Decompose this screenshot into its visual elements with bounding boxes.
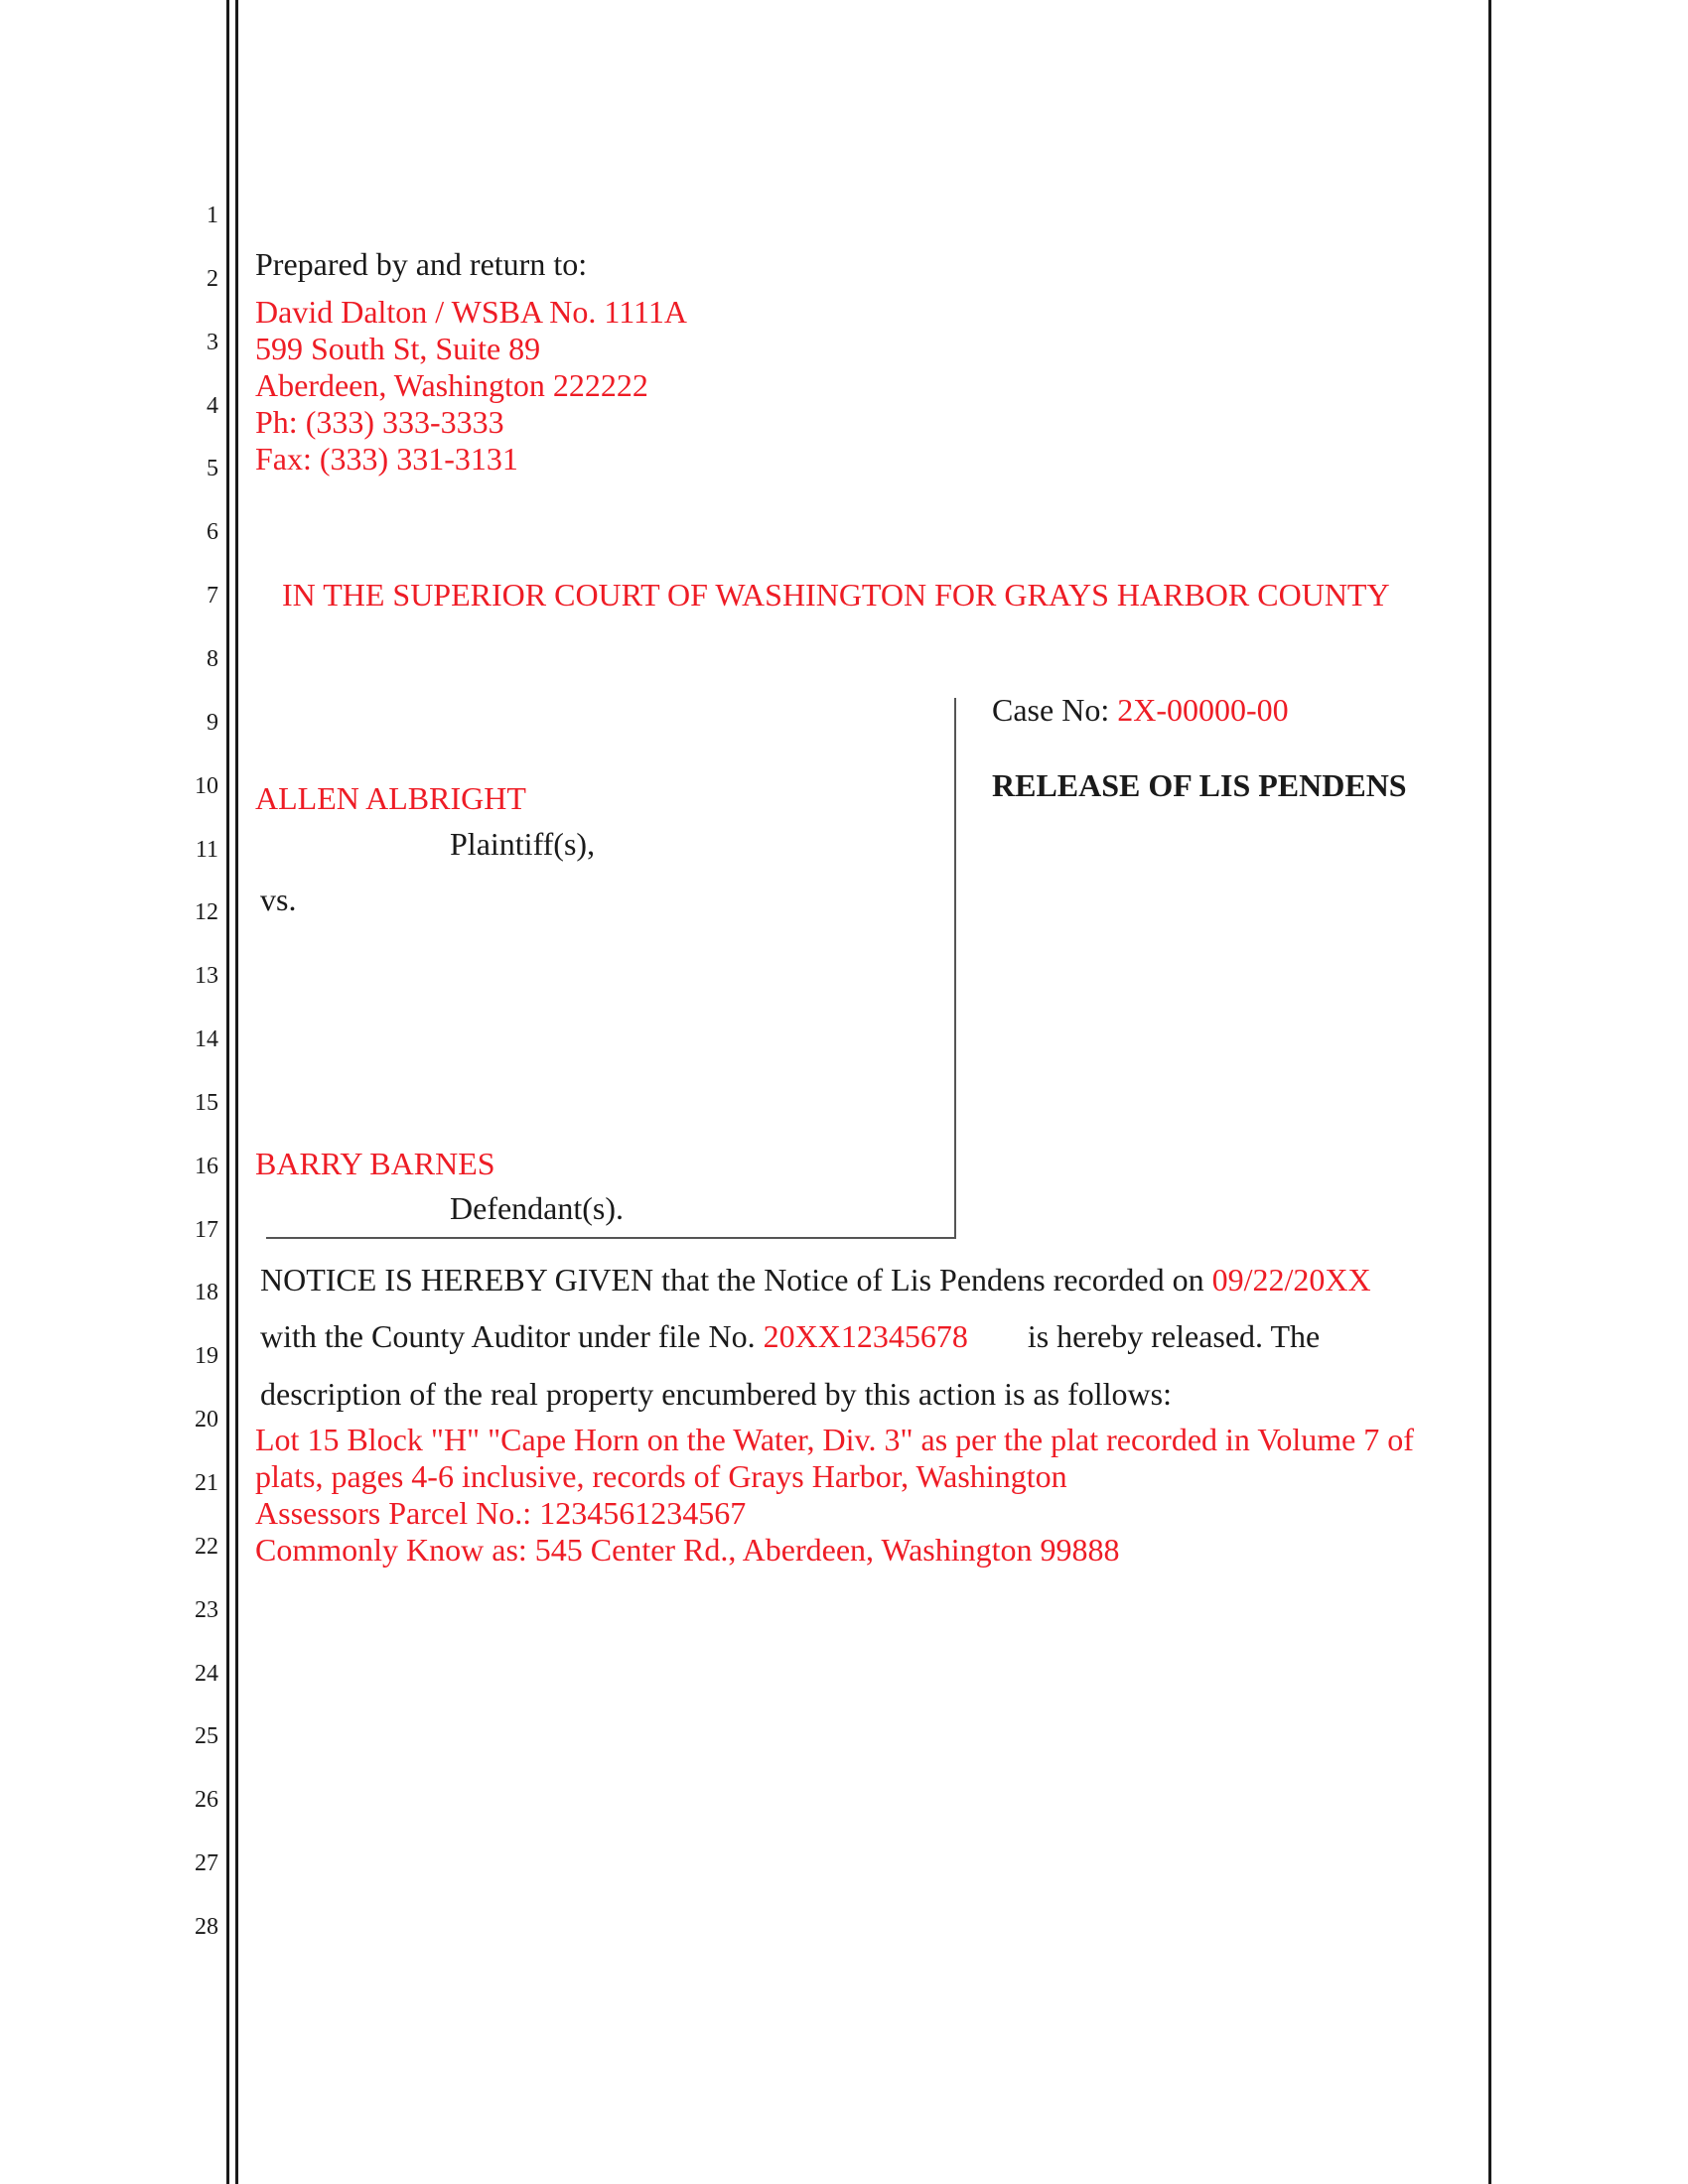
line-number: 8 xyxy=(207,645,218,672)
line-number: 22 xyxy=(195,1533,218,1560)
legal-description-line-2: plats, pages 4-6 inclusive, records of Grays Harbor, Washington xyxy=(255,1458,1067,1494)
line-number: 19 xyxy=(195,1343,218,1370)
line-number: 10 xyxy=(195,772,218,799)
plaintiff-label: Plaintiff(s), xyxy=(450,826,596,862)
caption-vertical-divider xyxy=(954,698,956,1239)
case-number-label: Case No: xyxy=(992,692,1110,728)
line-number: 27 xyxy=(195,1850,218,1877)
file-number: 20XX12345678 xyxy=(763,1318,968,1354)
line-number: 23 xyxy=(195,1596,218,1623)
line-number: 4 xyxy=(207,392,218,419)
line-number: 25 xyxy=(195,1723,218,1750)
case-number-value: 2X-00000-00 xyxy=(1117,692,1289,728)
defendant-name: BARRY BARNES xyxy=(255,1146,495,1181)
line-number: 3 xyxy=(207,329,218,355)
auditor-line xyxy=(260,1318,1320,1355)
line-number: 18 xyxy=(195,1280,218,1306)
line-number: 21 xyxy=(195,1470,218,1496)
attorney-phone: Ph: (333) 333-3333 xyxy=(255,404,504,440)
line-number: 5 xyxy=(207,456,218,482)
line-number: 14 xyxy=(195,1026,218,1053)
legal-description-line-1: Lot 15 Block "H" "Cape Horn on the Water, Div. 3" as per the plat recorded in Volume 7 of xyxy=(255,1422,1414,1457)
line-number: 2 xyxy=(207,265,218,292)
common-address: Commonly Know as: 545 Center Rd., Aberdeen, Washington 99888 xyxy=(255,1532,1120,1568)
attorney-name: David Dalton / WSBA No. 1111A xyxy=(255,294,687,330)
line-number: 26 xyxy=(195,1787,218,1814)
line-number: 28 xyxy=(195,1913,218,1940)
attorney-fax: Fax: (333) 331-3131 xyxy=(255,441,518,477)
plaintiff-name: ALLEN ALBRIGHT xyxy=(255,780,526,816)
line-number: 9 xyxy=(207,709,218,736)
line-number: 1 xyxy=(207,203,218,228)
line-number: 11 xyxy=(195,836,218,863)
defendant-label: Defendant(s). xyxy=(450,1190,625,1226)
line-number: 13 xyxy=(195,963,218,990)
notice-prefix: NOTICE IS HEREBY GIVEN that the Notice of Lis Pendens recorded on xyxy=(260,1262,1204,1297)
document-title: RELEASE OF LIS PENDENS xyxy=(992,767,1407,803)
attorney-city: Aberdeen, Washington 222222 xyxy=(255,367,648,403)
pleading-left-rule-outer xyxy=(226,0,229,2184)
line-number: 12 xyxy=(195,899,218,926)
line-number: 24 xyxy=(195,1660,218,1687)
auditor-suffix: is hereby released. The xyxy=(1027,1318,1321,1354)
description-intro: description of the real property encumbered by this action is as follows: xyxy=(260,1376,1172,1412)
attorney-address: 599 South St, Suite 89 xyxy=(255,331,541,366)
parcel-number: Assessors Parcel No.: 1234561234567 xyxy=(255,1495,747,1531)
auditor-prefix: with the County Auditor under file No. xyxy=(260,1318,756,1354)
court-title: IN THE SUPERIOR COURT OF WASHINGTON FOR GRAYS HARBOR COUNTY xyxy=(282,577,1390,613)
notice-line xyxy=(260,1262,1371,1298)
caption-bottom-divider xyxy=(266,1237,956,1239)
recorded-date: 09/22/20XX xyxy=(1211,1262,1371,1297)
line-number: 15 xyxy=(195,1089,218,1116)
line-number: 16 xyxy=(195,1153,218,1179)
line-number: 17 xyxy=(195,1216,218,1243)
case-number xyxy=(992,692,1289,729)
line-number: 7 xyxy=(207,583,218,610)
prepared-by-label: Prepared by and return to: xyxy=(255,246,588,282)
line-number: 20 xyxy=(195,1407,218,1433)
pleading-right-rule xyxy=(1488,0,1491,2184)
versus-label: vs. xyxy=(260,882,297,917)
pleading-left-rule-inner xyxy=(235,0,238,2184)
line-number: 6 xyxy=(207,519,218,546)
